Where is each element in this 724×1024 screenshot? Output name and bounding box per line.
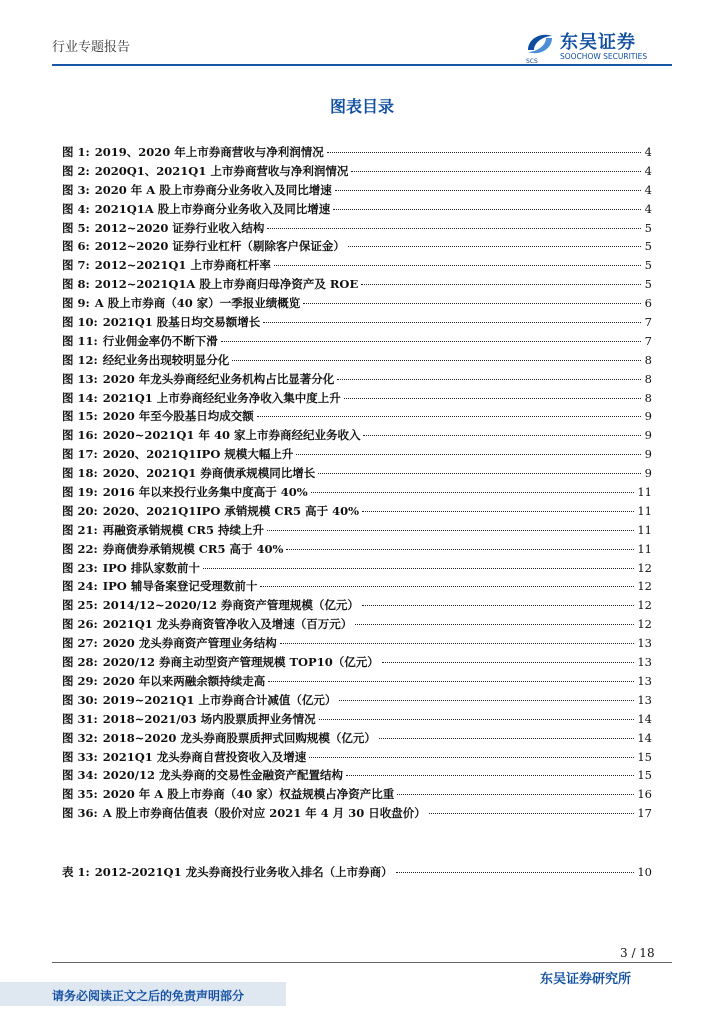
dot-leader (260, 586, 634, 587)
header-divider (52, 64, 672, 66)
figure-entry-page: 7 (644, 315, 652, 330)
figure-entry-label: 图 5: (62, 220, 90, 235)
figure-entry-page: 12 (637, 598, 652, 613)
dot-leader (397, 794, 634, 795)
figure-entry-label: 图 18: (62, 466, 98, 481)
figure-entry-heading (62, 710, 316, 729)
figure-entry-heading (62, 502, 359, 521)
figure-entry-heading (62, 804, 426, 823)
figure-entry-label: 图 7: (62, 258, 90, 273)
figure-entry-heading (62, 464, 315, 483)
figure-entry-title: 2018~2021/03 场内股票质押业务情况 (102, 711, 316, 726)
figure-entry-label: 图 36: (62, 806, 98, 821)
figure-entry-title: 券商债券承销规模 CR5 高于 40% (102, 541, 284, 556)
dot-leader (337, 379, 641, 380)
figure-entry[interactable] (62, 219, 652, 238)
figure-entry-page: 9 (644, 447, 652, 462)
figure-entry-page: 5 (644, 220, 652, 235)
figure-entry[interactable] (62, 691, 652, 710)
figure-entry-heading (62, 634, 277, 653)
figure-entry-page: 15 (637, 768, 652, 783)
figure-entry-heading (62, 407, 254, 426)
figure-entry-label: 图 30: (62, 692, 98, 707)
dot-leader (327, 152, 641, 153)
figure-entry-heading (62, 748, 306, 767)
figure-entry-title: 2020 年 A 股上市券商分业务收入及同比增速 (94, 182, 332, 197)
figure-entry-label: 图 20: (62, 503, 98, 518)
table-entry-title: 2012-2021Q1 龙头券商投行业务收入排名（上市券商） (94, 865, 393, 879)
figure-entry-heading (62, 445, 293, 464)
dot-leader (257, 416, 641, 417)
figure-entry-heading (62, 370, 334, 389)
figure-entry-label: 图 33: (62, 749, 98, 764)
figure-entry-label: 图 9: (62, 296, 90, 311)
figure-entry-title: 2020、2021Q1IPO 规模大幅上升 (102, 447, 294, 462)
company-logo (524, 28, 674, 68)
logo-mark-icon (524, 30, 556, 58)
page-title: 图表目录 (329, 97, 394, 116)
figure-entry-label: 图 22: (62, 541, 98, 556)
table-entry[interactable] (62, 863, 652, 882)
figure-entry-label: 图 32: (62, 730, 98, 745)
figure-entry[interactable] (62, 483, 652, 502)
dot-leader (274, 265, 641, 266)
dot-leader (333, 209, 641, 210)
figure-entry-heading (62, 219, 264, 238)
dot-leader (396, 872, 635, 873)
figure-entry-label: 图 6: (62, 239, 90, 254)
figure-entry-page: 12 (637, 617, 652, 632)
figure-entry-title: 2020 年 A 股上市券商（40 家）权益规模占净资产比重 (102, 787, 395, 802)
figure-entry-label: 图 21: (62, 522, 98, 537)
dot-leader (346, 775, 634, 776)
figure-entry-page: 5 (644, 277, 652, 292)
figure-entry-title: 2012~2021Q1 上市券商杠杆率 (94, 258, 271, 273)
logo-abbreviation: SCS (526, 58, 538, 65)
figure-entry-title: 2020 年龙头券商经纪业务机构占比显著分化 (102, 371, 335, 386)
logo-name-cn: 东吴证券 (560, 32, 636, 53)
figure-entry-label: 图 12: (62, 352, 98, 367)
figure-entry-heading (62, 653, 379, 672)
dot-leader (267, 530, 634, 531)
figure-entry[interactable] (62, 389, 652, 408)
figure-entry[interactable] (62, 143, 652, 162)
figure-entry-title: 2021Q1A 股上市券商分业务收入及同比增速 (94, 201, 331, 216)
figure-entry-page: 11 (637, 522, 652, 537)
figure-entry-heading (62, 577, 257, 596)
figure-entry-heading (62, 615, 352, 634)
dot-leader (335, 190, 641, 191)
figure-entry-page: 11 (637, 541, 652, 556)
figure-entry[interactable] (62, 237, 652, 256)
figure-entry[interactable] (62, 445, 652, 464)
dot-leader (286, 549, 634, 550)
dot-leader (267, 228, 641, 229)
figure-entry-page: 16 (637, 787, 652, 802)
dot-leader (361, 284, 641, 285)
figure-entry-heading (62, 729, 376, 748)
figure-entry[interactable] (62, 294, 652, 313)
figure-entry-title: 2020、2021Q1IPO 承销规模 CR5 高于 40% (102, 503, 359, 518)
figure-entry-page: 9 (644, 409, 652, 424)
figure-entry-heading (62, 521, 264, 540)
figure-entry[interactable] (62, 766, 652, 785)
figure-entry[interactable] (62, 275, 652, 294)
figure-entry-page: 12 (637, 579, 652, 594)
dot-leader (351, 171, 641, 172)
figure-entry-title: 2021Q1 龙头券商自营投资收入及增速 (102, 749, 307, 764)
figure-entry-heading (62, 313, 260, 332)
dot-leader (382, 662, 635, 663)
figure-entry-label: 图 4: (62, 201, 90, 216)
figure-entry-title: 2012~2020 证券行业杠杆（剔除客户保证金） (94, 239, 345, 254)
figure-entry[interactable] (62, 596, 652, 615)
figure-entry[interactable] (62, 785, 652, 804)
table-entry-page: 10 (637, 865, 652, 879)
dot-leader (221, 341, 641, 342)
figure-entry[interactable] (62, 407, 652, 426)
figure-entry[interactable] (62, 710, 652, 729)
dot-leader (355, 624, 634, 625)
figure-entry-title: IPO 排队家数前十 (102, 560, 200, 575)
figure-entry[interactable] (62, 502, 652, 521)
figure-entry-page: 15 (637, 749, 652, 764)
figure-entry[interactable] (62, 256, 652, 275)
figure-entry-label: 图 19: (62, 485, 98, 500)
figure-entry-label: 图 11: (62, 333, 98, 348)
figure-entry-title: 2020 年至今股基日均成交额 (102, 409, 254, 424)
figure-entry-label: 图 1: (62, 145, 90, 159)
figure-entry-page: 9 (644, 466, 652, 481)
dot-leader (296, 454, 641, 455)
figure-list (62, 143, 652, 823)
figure-entry[interactable] (62, 464, 652, 483)
figure-entry-heading (62, 426, 360, 445)
dot-leader (203, 568, 635, 569)
figure-entry-heading (62, 559, 200, 578)
figure-entry-label: 图 10: (62, 315, 98, 330)
figure-entry-title: IPO 辅导备案登记受理数前十 (102, 579, 258, 594)
figure-entry-label: 图 13: (62, 371, 98, 386)
figure-entry-label: 图 28: (62, 655, 98, 670)
dot-leader (429, 813, 635, 814)
institute-name: 东吴证券研究所 (540, 972, 632, 987)
figure-entry-label: 图 29: (62, 673, 98, 688)
figure-entry-title: 2012~2021Q1A 股上市券商归母净资产及 ROE (94, 277, 359, 292)
figure-entry-title: 2020~2021Q1 年 40 家上市券商经纪业务收入 (102, 428, 361, 443)
figure-entry-heading (62, 389, 341, 408)
dot-leader (280, 643, 635, 644)
figure-entry-heading (62, 294, 300, 313)
figure-entry-title: 行业佣金率仍不断下滑 (102, 333, 218, 348)
figure-entry[interactable] (62, 521, 652, 540)
figure-entry-title: 2021Q1 龙头券商资管净收入及增速（百万元） (102, 617, 353, 632)
dot-leader (363, 435, 641, 436)
dot-leader (344, 398, 641, 399)
figure-entry-page: 4 (644, 145, 652, 159)
figure-entry-label: 图 3: (62, 182, 90, 197)
figure-entry-title: 2020/12 券商主动型资产管理规模 TOP10（亿元） (102, 655, 379, 670)
figure-entry-label: 图 34: (62, 768, 98, 783)
figure-entry-page: 5 (644, 258, 652, 273)
figure-entry-label: 图 24: (62, 579, 98, 594)
figure-entry-heading (62, 691, 336, 710)
figure-entry-heading (62, 275, 358, 294)
footer-divider (52, 962, 672, 963)
figure-entry-title: 2020Q1、2021Q1 上市券商营收与净利润情况 (94, 163, 349, 178)
figure-entry[interactable] (62, 559, 652, 578)
figure-entry-title: 2016 年以来投行业务集中度高于 40% (102, 485, 308, 500)
dot-leader (263, 322, 641, 323)
disclaimer-text: 请务必阅读正文之后的免责声明部分 (52, 989, 245, 1003)
figure-entry-title: 2020 年以来两融余额持续走高 (102, 673, 266, 688)
figure-entry-title: A 股上市券商估值表（股价对应 2021 年 4 月 30 日收盘价） (102, 806, 426, 821)
figure-entry-heading (62, 672, 265, 691)
figure-entry-heading (62, 766, 343, 785)
figure-entry-page: 4 (644, 163, 652, 178)
figure-entry-title: 2020、2021Q1 券商债承规模同比增长 (102, 466, 316, 481)
figure-entry-heading (62, 200, 330, 219)
figure-entry-heading (62, 483, 308, 502)
figure-entry-page: 8 (644, 352, 652, 367)
figure-entry-label: 图 14: (62, 390, 98, 405)
figure-entry-page: 4 (644, 182, 652, 197)
figure-entry-title: 2021Q1 股基日均交易额增长 (102, 315, 261, 330)
figure-entry-label: 图 31: (62, 711, 98, 726)
figure-entry[interactable] (62, 200, 652, 219)
figure-entry-title: 2012~2020 证券行业收入结构 (94, 220, 265, 235)
figure-entry-page: 5 (644, 239, 652, 254)
dot-leader (268, 681, 634, 682)
figure-entry[interactable] (62, 351, 652, 370)
figure-entry[interactable] (62, 615, 652, 634)
dot-leader (318, 473, 641, 474)
figure-entry-label: 图 23: (62, 560, 98, 575)
dot-leader (319, 719, 635, 720)
figure-entry[interactable] (62, 370, 652, 389)
dot-leader (362, 605, 635, 606)
figure-entry-heading (62, 596, 359, 615)
figure-entry-page: 12 (637, 560, 652, 575)
figure-entry-title: 2018~2020 龙头券商股票质押式回购规模（亿元） (102, 730, 376, 745)
figure-entry[interactable] (62, 577, 652, 596)
figure-entry-page: 13 (637, 692, 652, 707)
figure-entry-title: 经纪业务出现较明显分化 (102, 352, 230, 367)
figure-entry[interactable] (62, 162, 652, 181)
figure-entry-label: 图 25: (62, 598, 98, 613)
figure-entry-page: 8 (644, 371, 652, 386)
dot-leader (348, 246, 641, 247)
dot-leader (339, 700, 634, 701)
table-list (62, 863, 652, 882)
figure-entry-label: 图 16: (62, 428, 98, 443)
figure-entry[interactable] (62, 426, 652, 445)
figure-entry-page: 11 (637, 485, 652, 500)
dot-leader (303, 303, 641, 304)
figure-entry-page: 9 (644, 428, 652, 443)
figure-entry-page: 4 (644, 201, 652, 216)
figure-entry-title: 2021Q1 上市券商经纪业务净收入集中度上升 (102, 390, 341, 405)
page-number: 3 / 18 (620, 946, 655, 960)
figure-entry[interactable] (62, 653, 652, 672)
figure-entry-label: 图 17: (62, 447, 98, 462)
figure-entry-heading (62, 256, 271, 275)
figure-entry[interactable] (62, 540, 652, 559)
figure-entry-page: 11 (637, 503, 652, 518)
dot-leader (311, 492, 635, 493)
dot-leader (362, 511, 634, 512)
figure-entry-page: 7 (644, 333, 652, 348)
figure-entry[interactable] (62, 672, 652, 691)
figure-entry-heading (62, 162, 348, 181)
figure-entry-page: 13 (637, 673, 652, 688)
figure-entry[interactable] (62, 181, 652, 200)
figure-entry-label: 图 26: (62, 617, 98, 632)
figure-entry[interactable] (62, 313, 652, 332)
figure-entry-heading (62, 143, 324, 162)
logo-name-en: SOOCHOW SECURITIES (560, 52, 648, 61)
table-entry-heading (62, 863, 393, 882)
figure-entry-label: 图 35: (62, 787, 98, 802)
figure-entry-page: 8 (644, 390, 652, 405)
figure-entry-heading (62, 332, 218, 351)
figure-entry-page: 13 (637, 636, 652, 651)
figure-entry-title: A 股上市券商（40 家）一季报业绩概览 (94, 296, 301, 311)
figure-entry-label: 图 8: (62, 277, 90, 292)
figure-entry-label: 图 27: (62, 636, 98, 651)
figure-entry-page: 17 (637, 806, 652, 821)
figure-entry-page: 14 (637, 730, 652, 745)
figure-entry-label: 图 2: (62, 163, 90, 178)
figure-entry-label: 图 15: (62, 409, 98, 424)
figure-entry[interactable] (62, 748, 652, 767)
figure-entry-title: 2020/12 龙头券商的交易性金融资产配置结构 (102, 768, 343, 783)
figure-entry[interactable] (62, 332, 652, 351)
figure-entry-title: 2019~2021Q1 上市券商合计减值（亿元） (102, 692, 337, 707)
figure-entry-heading (62, 181, 332, 200)
report-category: 行业专题报告 (52, 40, 131, 55)
table-entry-label: 表 1: (62, 865, 90, 879)
figure-entry-title: 再融资承销规模 CR5 持续上升 (102, 522, 264, 537)
figure-entry[interactable] (62, 729, 652, 748)
dot-leader (309, 757, 634, 758)
figure-entry-page: 13 (637, 655, 652, 670)
figure-entry-page: 14 (637, 711, 652, 726)
figure-entry-title: 2020 龙头券商资产管理业务结构 (102, 636, 277, 651)
figure-entry[interactable] (62, 634, 652, 653)
figure-entry-page: 6 (644, 296, 652, 311)
figure-entry-title: 2019、2020 年上市券商营收与净利润情况 (94, 145, 324, 159)
dot-leader (379, 738, 634, 739)
figure-entry[interactable] (62, 804, 652, 823)
figure-entry-heading (62, 237, 345, 256)
figure-entry-heading (62, 540, 283, 559)
dot-leader (232, 360, 641, 361)
figure-entry-heading (62, 785, 394, 804)
figure-entry-heading (62, 351, 229, 370)
figure-entry-title: 2014/12~2020/12 券商资产管理规模（亿元） (102, 598, 359, 613)
